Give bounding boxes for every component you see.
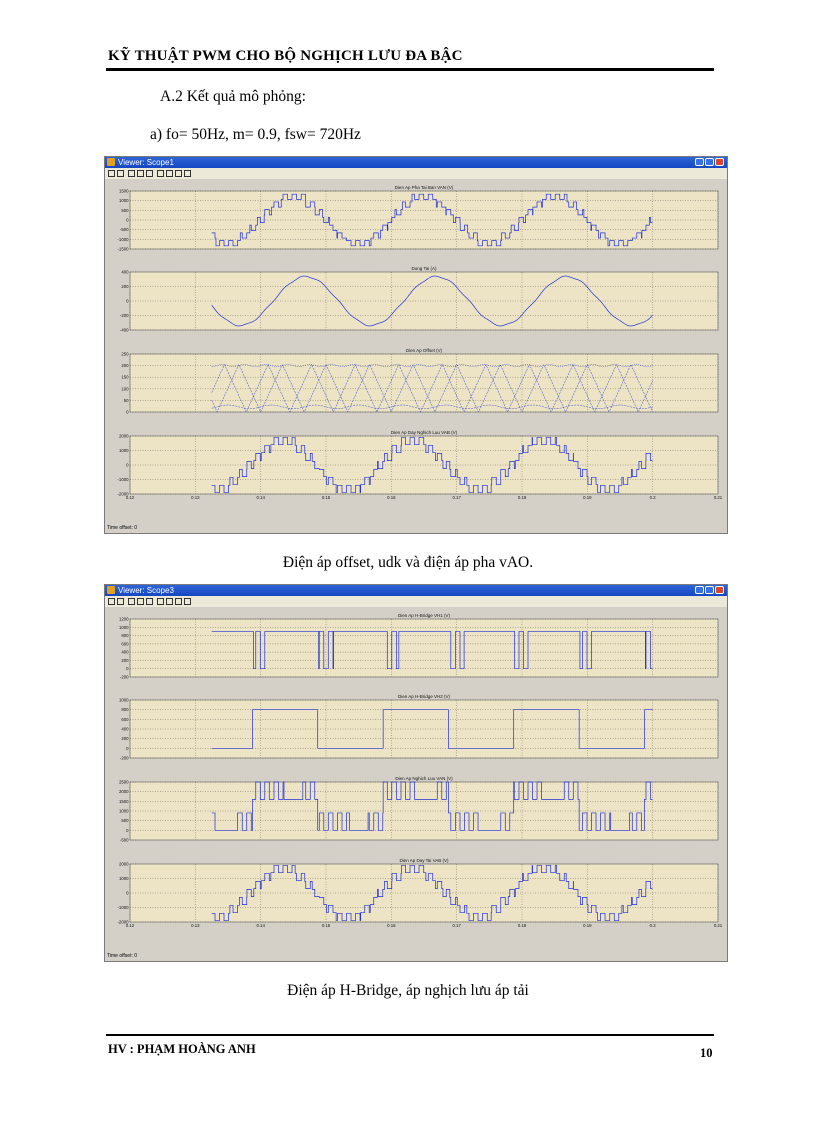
x-tick-label: 0.21 [713,923,723,928]
x-tick-label: 0.13 [191,923,200,928]
restore-axes-icon[interactable] [175,170,182,177]
y-tick-label: 1000 [118,198,129,204]
y-tick-label: 1500 [118,188,129,194]
y-tick-label: 50 [123,397,129,403]
x-tick-label: 0.12 [125,923,135,928]
panel-title: Dien Ap Day Nghich Luu VAB (V) [390,430,458,435]
header-rule [106,68,714,71]
print-icon[interactable] [108,598,115,605]
y-tick-label: 800 [121,633,129,639]
y-tick-label: 600 [121,641,129,647]
y-tick-label: 200 [121,284,129,289]
window-title: Viewer: Scope1 [118,158,174,167]
scope-toolbar [105,596,727,607]
zoom-y-icon[interactable] [146,170,153,177]
y-tick-label: 800 [121,707,129,713]
x-tick-label: 0.2 [649,495,656,500]
y-tick-label: 150 [121,374,129,380]
scope-toolbar [105,168,727,179]
y-tick-label: 600 [121,716,129,722]
parameters-icon[interactable] [117,170,124,177]
y-tick-label: 1000 [118,697,129,703]
y-tick-label: -1000 [117,236,129,242]
window-titlebar[interactable] [105,157,727,168]
y-tick-label: -2000 [117,491,129,497]
case-label: a) fo= 50Hz, m= 0.9, fsw= 720Hz [150,126,361,143]
y-tick-label: 1200 [118,616,129,622]
float-icon[interactable] [184,598,191,605]
y-tick-label: 1500 [118,798,129,804]
x-tick-label: 0.16 [387,495,396,500]
y-tick-label: 0 [126,298,129,304]
axes-area [130,619,718,677]
panel-title: Dong Tai (A) [411,266,437,271]
close-button[interactable] [715,158,724,166]
y-tick-label: 2000 [118,789,129,795]
scope-window-2[interactable] [104,584,728,962]
panel-title: Dien Ap H-Bridge VH1 (V) [397,613,451,618]
parameters-icon[interactable] [117,598,124,605]
y-tick-label: -200 [119,313,129,318]
panel-title: Dien Ap Offset (V) [405,348,443,353]
matlab-icon [107,586,115,594]
panel-title: Dien Ap Nghich Luu VAN (V) [395,776,453,781]
y-tick-label: -1000 [117,477,129,482]
y-tick-label: -1500 [117,246,129,252]
zoom-icon[interactable] [128,598,135,605]
scope-window-1[interactable] [104,156,728,534]
figure-caption-2: Điện áp H-Bridge, áp nghịch lưu áp tải [287,982,529,999]
window-title: Viewer: Scope3 [118,586,174,595]
footer-rule [106,1034,714,1036]
x-tick-label: 0.14 [256,923,265,928]
panel-title: Dien Ap Day Tai VAB (V) [399,858,449,863]
y-tick-label: 200 [121,363,129,369]
y-tick-label: 0 [126,745,129,751]
zoom-x-icon[interactable] [137,598,144,605]
section-heading: A.2 Kết quả mô phỏng: [160,88,306,105]
y-tick-label: 0 [126,409,129,415]
y-tick-label: 1000 [118,876,129,881]
x-tick-label: 0.19 [583,495,592,500]
time-offset-label: Time offset: 0 [107,953,138,959]
page-number: 10 [700,1046,713,1060]
scope-plot-area [106,608,726,953]
x-tick-label: 0.12 [125,495,135,500]
print-icon[interactable] [108,170,115,177]
y-tick-label: 250 [121,351,129,357]
x-tick-label: 0.18 [517,495,527,500]
float-icon[interactable] [184,170,191,177]
save-axes-icon[interactable] [166,170,173,177]
y-tick-label: 100 [121,386,129,392]
x-tick-label: 0.16 [387,923,396,928]
maximize-button[interactable] [705,158,714,166]
zoom-icon[interactable] [128,170,135,177]
minimize-button[interactable] [695,158,704,166]
footer-author: HV : PHẠM HOÀNG ANH [108,1042,256,1056]
y-tick-label: 0 [126,827,129,833]
y-tick-label: -500 [119,227,129,233]
minimize-button[interactable] [695,586,704,594]
y-tick-label: 1000 [118,448,129,453]
x-tick-label: 0.18 [517,923,527,928]
x-tick-label: 0.2 [649,923,656,928]
y-tick-label: -200 [119,755,129,761]
running-header: KỸ THUẬT PWM CHO BỘ NGHỊCH LƯU ĐA BẬC [108,48,463,64]
y-tick-label: -1000 [117,905,129,910]
maximize-button[interactable] [705,586,714,594]
zoom-x-icon[interactable] [137,170,144,177]
scope-plot-area [106,180,726,525]
y-tick-label: 1000 [118,624,129,630]
y-tick-label: 1000 [118,808,129,814]
autoscale-icon[interactable] [157,170,164,177]
y-tick-label: 2000 [118,433,129,439]
x-tick-label: 0.15 [321,923,331,928]
y-tick-label: 400 [121,269,129,275]
y-tick-label: 0 [126,462,129,468]
panel-title: Dien Ap Pha Tai Ban VAN (V) [394,185,454,190]
y-tick-label: 500 [121,818,129,824]
y-tick-label: 0 [126,890,129,896]
y-tick-label: 400 [121,726,129,732]
window-titlebar[interactable] [105,585,727,596]
y-tick-label: -200 [119,674,129,680]
zoom-y-icon[interactable] [146,598,153,605]
y-tick-label: -400 [119,327,129,333]
x-tick-label: 0.13 [191,495,200,500]
close-button[interactable] [715,586,724,594]
x-tick-label: 0.14 [256,495,265,500]
x-tick-label: 0.17 [452,495,461,500]
x-tick-label: 0.17 [452,923,461,928]
y-tick-label: 0 [126,666,129,672]
autoscale-icon[interactable] [157,598,164,605]
y-tick-label: -500 [119,837,129,843]
y-tick-label: 2500 [118,779,129,785]
y-tick-label: 500 [121,207,129,213]
save-axes-icon[interactable] [166,598,173,605]
y-tick-label: -2000 [117,919,129,925]
y-tick-label: 200 [121,657,129,663]
x-tick-label: 0.19 [583,923,592,928]
time-offset-label: Time offset: 0 [107,525,138,531]
panel-title: Dien Ap H-Bridge VH2 (V) [397,694,451,699]
axes-area [130,354,718,412]
y-tick-label: 2000 [118,861,129,867]
figure-caption-1: Điện áp offset, udk và điện áp pha vAO. [282,554,534,571]
x-tick-label: 0.15 [321,495,331,500]
y-tick-label: 0 [126,217,129,223]
x-tick-label: 0.21 [713,495,723,500]
matlab-icon [107,158,115,166]
y-tick-label: 400 [121,649,129,655]
y-tick-label: 200 [121,736,129,742]
restore-axes-icon[interactable] [175,598,182,605]
